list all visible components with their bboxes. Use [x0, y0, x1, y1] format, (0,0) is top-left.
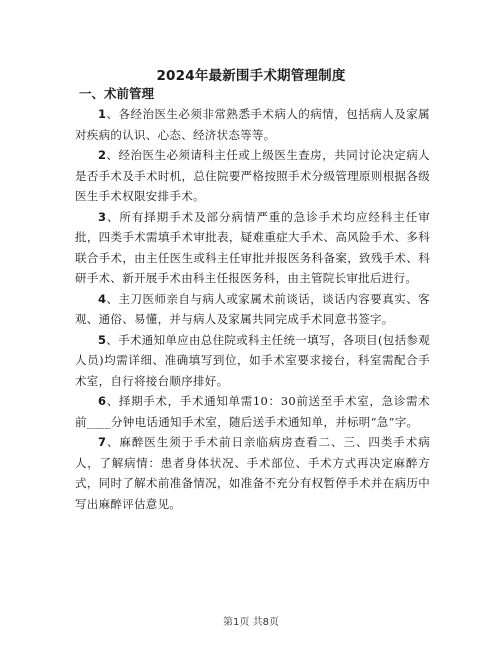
paragraph-text: 、所有择期手术及部分病情严重的急诊手术均应经科主任审批，四类手术需填手术审批表，疑难重症大手术、高风险手术、多科联合手术，由主任医生或科主任审批并报医务科备案，致残手术、科研手术、新开展手术由科主任报医务科，由主管院长审批后进行。	[75, 209, 430, 285]
paragraph-text: 、经治医生必须请科主任或上级医生查房，共同讨论决定病人是否手术及手术时机，总住院要严格按照手术分级管理原则根据各级医生手术权限安排手术。	[75, 148, 430, 203]
paragraph-text: 、各经治医生必须非常熟悉手术病人的病情，包括病人及家属对疾病的认识、心态、经济状态等等。	[75, 107, 430, 142]
paragraph-number: 4	[98, 291, 107, 306]
document-body	[75, 104, 430, 514]
paragraph-text: 、择期手术，手术通知单需10：30前送至手术室，急诊需术前____分钟电话通知手术室，随后送手术通知单，并标明“急”字。	[75, 394, 430, 429]
paragraph-5	[75, 330, 430, 392]
paragraph-1	[75, 104, 430, 145]
section-heading: 一、术前管理	[79, 86, 155, 101]
paragraph-text: 、麻醉医生须于手术前日亲临病房查看二、三、四类手术病人，了解病情：患者身体状况、手术部位、手术方式再决定麻醉方式，同时了解术前准备情况，如准备不充分有权暂停手术并在病历中写出麻醉评估意见。	[75, 435, 430, 511]
paragraph-number: 6	[98, 394, 107, 408]
document-title: 2024年最新围手术期管理制度	[156, 68, 346, 84]
paragraph-text: 、手术通知单应由总住院或科主任统一填写，各项目(包括参观人员)均需详细、准确填写到位，如手术室要求接台，科室需配合手术室，自行将接台顺序排好。	[75, 332, 430, 388]
paragraph-number: 1	[98, 107, 107, 121]
paragraph-number: 7	[98, 435, 107, 449]
paragraph-2	[75, 145, 430, 207]
paragraph-4	[75, 289, 430, 330]
paragraph-6	[75, 391, 430, 432]
paragraph-3	[75, 207, 430, 289]
paragraph-number: 2	[98, 148, 107, 162]
paragraph-7	[75, 432, 430, 514]
page-footer: 第1页 共8页	[223, 617, 279, 628]
paragraph-number: 5	[98, 332, 107, 347]
paragraph-text: 、主刀医师亲自与病人或家属术前谈话，谈话内容要真实、客观、通俗、易懂，并与病人及家属共同完成手术同意书签字。	[75, 291, 430, 326]
paragraph-number: 3	[98, 209, 107, 224]
